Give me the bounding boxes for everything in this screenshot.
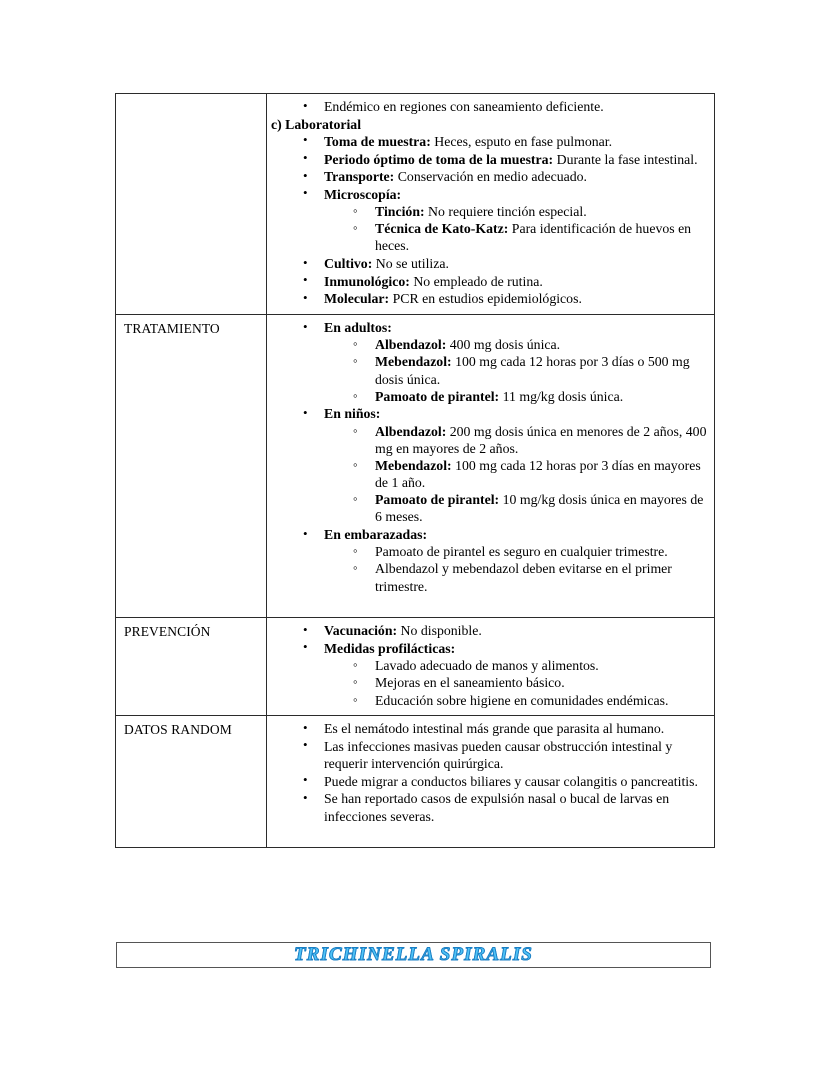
sub-bullet-text: 100 mg cada 12 horas por 3 días o 500 mg dosis única. xyxy=(375,354,690,387)
row-label: DATOS RANDOM xyxy=(124,722,232,738)
bullet-text: No se utiliza. xyxy=(372,256,449,272)
bullet-term: Transporte: xyxy=(324,169,395,185)
bullet-item xyxy=(267,186,708,255)
row-content xyxy=(267,618,714,715)
table-body xyxy=(116,94,715,848)
sub-bullet-term: Mebendazol: xyxy=(375,354,452,370)
bullet-item xyxy=(267,255,708,272)
sub-bullet-term: Tinción: xyxy=(375,204,425,220)
bullet-item xyxy=(267,273,708,290)
bullet-text: Las infecciones masivas pueden causar obstrucción intestinal y requerir intervención quirúrgica. xyxy=(324,738,673,772)
sub-bullet-item xyxy=(324,674,708,691)
bullet-term: Cultivo: xyxy=(324,256,373,272)
sub-bullet-item xyxy=(324,457,708,491)
sub-bullet-term: Pamoato de pirantel: xyxy=(375,492,500,508)
sub-bullet-text: 200 mg dosis única en menores de 2 años, 400 mg en mayores de 2 años. xyxy=(375,423,707,456)
section-title-banner xyxy=(116,942,711,968)
bullet-item xyxy=(267,720,708,737)
bullet-item xyxy=(267,773,708,790)
sub-bullet-term: Mebendazol: xyxy=(375,457,452,473)
row-label: TRATAMIENTO xyxy=(124,321,220,337)
bullet-list xyxy=(267,133,708,308)
bullet-term: Inmunológico: xyxy=(324,273,410,289)
bullet-text: Se han reportado casos de expulsión nasal o bucal de larvas en infecciones severas. xyxy=(324,791,670,824)
bullet-item xyxy=(267,319,708,405)
bullet-text: No empleado de rutina. xyxy=(409,273,543,289)
bullet-text: Es el nemátodo intestinal más grande que parasita al humano. xyxy=(324,721,665,737)
sub-bullet-text: Pamoato de pirantel es seguro en cualquier trimestre. xyxy=(375,544,668,560)
bullet-term: Toma de muestra: xyxy=(324,133,431,149)
bullet-item xyxy=(267,738,708,772)
table-row xyxy=(116,315,715,618)
table-row xyxy=(116,94,715,315)
sub-bullet-item xyxy=(324,560,708,594)
section-title-text: TRICHINELLA SPIRALIS xyxy=(294,944,533,965)
sub-bullet-item xyxy=(324,543,708,560)
bullet-term: En embarazadas: xyxy=(324,527,428,543)
sub-bullet-list xyxy=(324,657,708,709)
bullet-term: Vacunación: xyxy=(324,623,398,639)
sub-bullet-term: Pamoato de pirantel: xyxy=(375,388,500,404)
bullet-term: Medidas profilácticas: xyxy=(324,640,456,656)
bullet-term: Microscopía: xyxy=(324,186,402,202)
sub-bullet-item xyxy=(324,692,708,709)
sub-bullet-text: 100 mg cada 12 horas por 3 días en mayores de 1 año. xyxy=(375,457,701,491)
sub-bullet-list xyxy=(324,203,708,255)
sub-bullet-item xyxy=(324,220,708,254)
sub-bullet-item xyxy=(324,388,708,405)
bullet-item xyxy=(267,168,708,185)
bullet-term: En niños: xyxy=(324,406,381,422)
bullet-list xyxy=(267,319,708,595)
row-content xyxy=(267,716,714,847)
row-label-cell xyxy=(116,716,267,848)
bullet-item xyxy=(267,290,708,307)
row-spacer xyxy=(267,825,708,841)
bullet-text: Puede migrar a conductos biliares y causar colangitis o pancreatitis. xyxy=(324,773,698,789)
bullet-item xyxy=(267,526,708,595)
bullet-term: Molecular: xyxy=(324,291,390,307)
table-row xyxy=(116,618,715,716)
sub-bullet-item xyxy=(324,423,708,457)
bullet-item xyxy=(267,640,708,709)
sub-bullet-text: 10 mg/kg dosis única en mayores de 6 meses. xyxy=(375,492,704,525)
row-content-cell xyxy=(267,716,715,848)
sub-bullet-item xyxy=(324,657,708,674)
row-label xyxy=(116,94,266,106)
row-label: PREVENCIÓN xyxy=(124,624,211,640)
bullet-text: Endémico en regiones con saneamiento deficiente. xyxy=(324,99,604,114)
bullet-item xyxy=(267,98,708,115)
bullet-term: Periodo óptimo de toma de la muestra: xyxy=(324,151,554,167)
row-content xyxy=(267,315,714,617)
bullet-item xyxy=(267,622,708,639)
table-row xyxy=(116,716,715,848)
row-label-cell xyxy=(116,315,267,618)
sub-heading: c) Laboratorial xyxy=(271,116,362,132)
row-content-cell xyxy=(267,315,715,618)
sub-bullet-item xyxy=(324,203,708,220)
sub-bullet-term: Albendazol: xyxy=(375,423,447,439)
sub-bullet-item xyxy=(324,336,708,353)
sub-bullet-list xyxy=(324,423,708,526)
sub-bullet-list xyxy=(324,336,708,405)
bullet-list xyxy=(267,98,708,115)
bullet-list xyxy=(267,622,708,708)
sub-bullet-text: 11 mg/kg dosis única. xyxy=(499,388,624,404)
sub-bullet-text: Lavado adecuado de manos y alimentos. xyxy=(375,658,599,674)
info-table xyxy=(115,93,715,848)
bullet-item xyxy=(267,405,708,525)
row-label-cell xyxy=(116,94,267,315)
sub-bullet-term: Albendazol: xyxy=(375,337,447,353)
sub-bullet-text: No requiere tinción especial. xyxy=(424,204,587,220)
bullet-item xyxy=(267,151,708,168)
bullet-text: PCR en estudios epidemiológicos. xyxy=(389,291,582,307)
bullet-list xyxy=(267,720,708,825)
bullet-text: Durante la fase intestinal. xyxy=(553,151,698,167)
row-content-cell xyxy=(267,94,715,315)
bullet-item xyxy=(267,790,708,824)
sub-bullet-item xyxy=(324,491,708,525)
bullet-text: Conservación en medio adecuado. xyxy=(394,169,587,185)
bullet-text: No disponible. xyxy=(397,623,482,639)
row-content xyxy=(267,94,714,314)
bullet-item xyxy=(267,133,708,150)
sub-bullet-text: Para identificación de huevos en heces. xyxy=(375,221,692,254)
sub-bullet-text: Albendazol y mebendazol deben evitarse en el primer trimestre. xyxy=(375,561,672,594)
bullet-text: Heces, esputo en fase pulmonar. xyxy=(430,133,613,149)
row-spacer xyxy=(267,595,708,611)
bullet-term: En adultos: xyxy=(324,320,392,336)
sub-bullet-text: 400 mg dosis única. xyxy=(446,337,561,353)
sub-bullet-text: Educación sobre higiene en comunidades endémicas. xyxy=(375,692,669,708)
sub-bullet-term: Técnica de Kato-Katz: xyxy=(375,221,509,237)
sub-bullet-item xyxy=(324,353,708,387)
row-content-cell xyxy=(267,618,715,716)
sub-bullet-list xyxy=(324,543,708,595)
sub-bullet-text: Mejoras en el saneamiento básico. xyxy=(375,675,565,691)
row-label-cell xyxy=(116,618,267,716)
